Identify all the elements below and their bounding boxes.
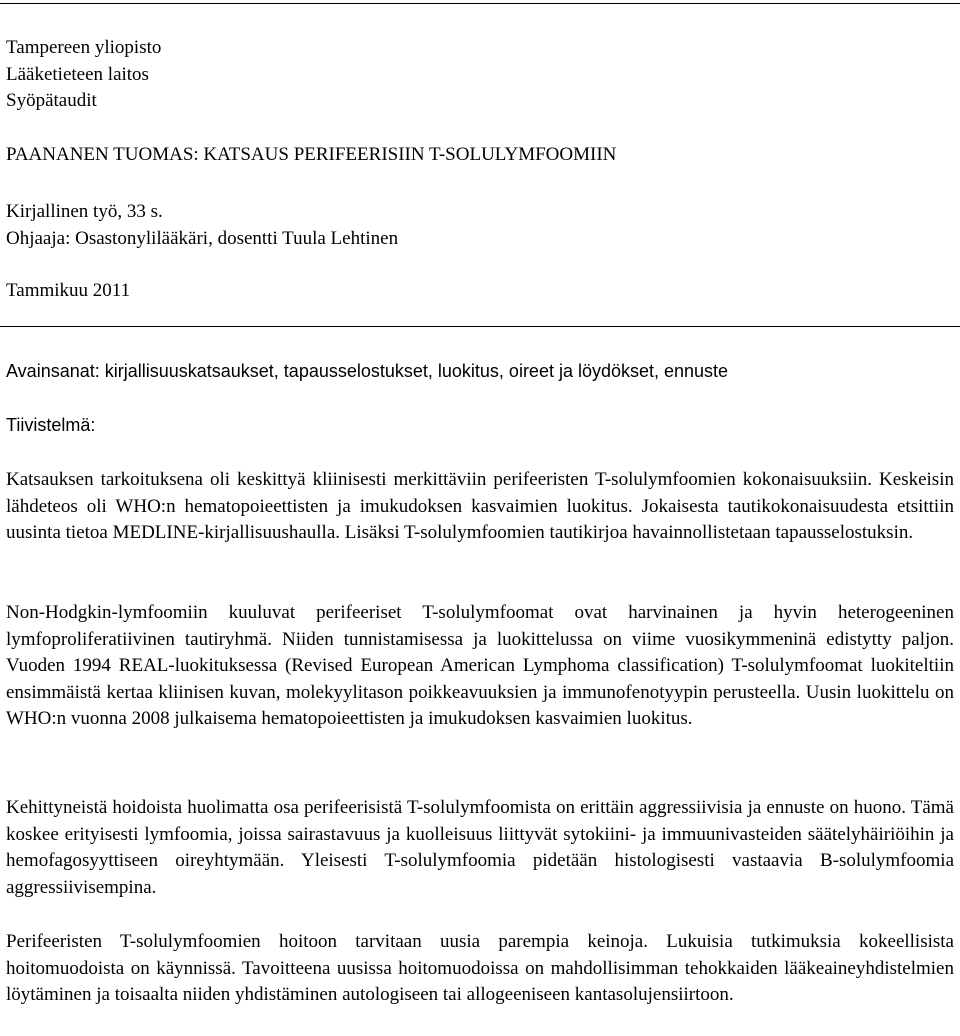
supervisor: Ohjaaja: Osastonylilääkäri, dosentti Tuula Lehtinen	[6, 227, 399, 249]
keywords-block	[6, 358, 954, 385]
work-type: Kirjallinen työ, 33 s.	[6, 201, 163, 222]
subject-name: Syöpätaudit	[6, 90, 97, 111]
section-rule	[0, 326, 960, 327]
top-rule	[0, 3, 960, 4]
abstract-paragraph-2: Non-Hodgkin-lymfoomiin kuuluvat perifeeriset T-solulymfoomat ovat harvinainen ja hyvin heterogeeninen lymfoproliferatiivinen tautiryhmä. Niiden tunnistamisessa ja luokittelussa on viime vuosikymmeninä edistytty paljon. Vuoden 1994 REAL-luokituksessa (Revised European American Lymphoma classification) T-solulymfoomat luokiteltiin ensimmäistä kertaa kliinisen kuvan, molekyylitason poikkeavuuksien ja immunofenotyypin perusteella. Uusin luokittelu on WHO:n vuonna 2008 julkaisema hematopoieettisten ja imukudoksen kasvaimien luokitus.	[6, 602, 954, 729]
header-block	[6, 35, 954, 115]
faculty-name: Lääketieteen laitos	[6, 63, 149, 85]
meta-block	[6, 199, 954, 252]
keywords: Avainsanat: kirjallisuuskatsaukset, tapausselostukset, luokitus, oireet ja löydökset, ennuste	[6, 361, 729, 381]
date-block	[6, 278, 954, 305]
abstract-paragraph-4: Perifeeristen T-solulymfoomien hoitoon tarvitaan uusia parempia keinoja. Lukuisia tutkimuksia kokeellisista hoitomuodoista on käynnissä. Tavoitteena uusissa hoitomuodoissa on mahdollisimman tehokkaiden lääkeaineyhdistelmien löytäminen ja toisaalta niiden yhdistäminen autologiseen tai allogeeniseen kantasolujensiirtoon.	[6, 931, 954, 1005]
abstract-heading-block	[6, 412, 954, 439]
title-block	[6, 142, 954, 169]
publication-date: Tammikuu 2011	[6, 280, 131, 301]
abstract-paragraph-1: Katsauksen tarkoituksena oli keskittyä kliinisesti merkittäviin perifeeristen T-solulymfoomien kokonaisuuksiin. Keskeisin lähdeteos oli WHO:n hematopoieettisten ja imukudoksen kasvaimien luokitus. Jokaisesta tautikokonaisuudesta etsittiin uusinta tietoa MEDLINE-kirjallisuushaulla. Lisäksi T-solulymfoomien tautikirjoa havainnollistetaan tapausselostuksin.	[6, 469, 954, 543]
abstract-heading: Tiivistelmä:	[6, 415, 96, 435]
university-name: Tampereen yliopisto	[6, 37, 162, 58]
document-title: PAANANEN TUOMAS: KATSAUS PERIFEERISIIN T-SOLULYMFOOMIIN	[6, 144, 617, 165]
abstract-paragraph-3: Kehittyneistä hoidoista huolimatta osa perifeerisistä T-solulymfoomista on erittäin aggressiivisia ja ennuste on huono. Tämä koskee erityisesti lymfoomia, joissa sairastavuus ja kuolleisuus liittyvät sytokiini- ja immuunivasteiden säätelyhäiriöihin ja hemofagosyyttiseen oireyhtymään. Yleisesti T-solulymfoomia pidetään histologisesti vastaavia B-solulymfoomia aggressiivisempina.	[6, 797, 954, 898]
